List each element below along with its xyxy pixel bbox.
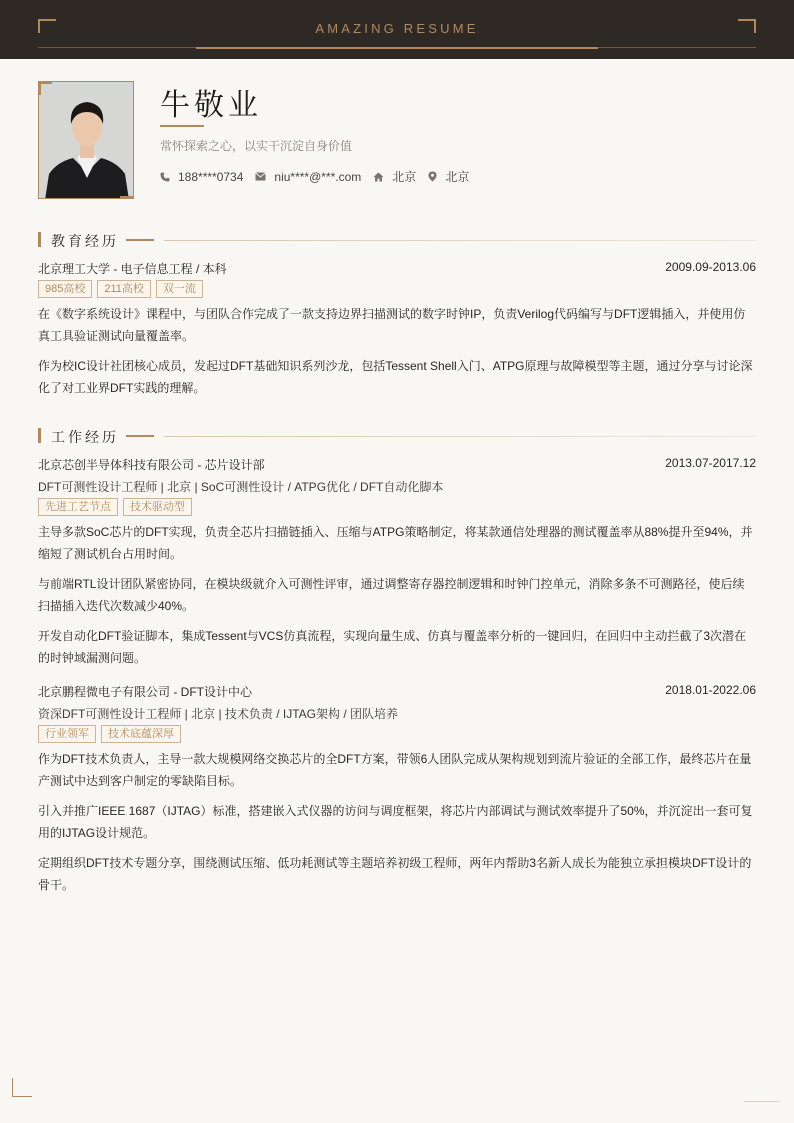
job-tags (38, 498, 197, 516)
header-bar (0, 0, 794, 59)
avatar-bottom-accent (120, 196, 134, 199)
footer-corner-accent (12, 1078, 32, 1097)
section-marker (38, 232, 41, 247)
education-paragraph: 作为校IC设计社团核心成员，发起过DFT基础知识系列沙龙，包括Tessent Shell入门、ATPG原理与故障模型等主题，通过分享与讨论深化了对工业界DFT实践的理解。 (38, 359, 753, 395)
education-entry-header (38, 260, 756, 277)
contact-row (160, 168, 481, 185)
section-education-heading (38, 232, 756, 248)
school-name: 北京理工大学 - 电子信息工程 / 本科 (38, 262, 227, 276)
contact-location (428, 168, 469, 185)
contact-home (373, 168, 416, 185)
job-paragraph: 作为DFT技术负责人，主导一款大规模网络交换芯片的全DFT方案，带领6人团队完成从架构规划到流片验证的全部工作，最终芯片在量产测试中达到客户制定的零缺陷目标。 (38, 752, 752, 788)
home-city: 北京 (392, 170, 417, 184)
tag: 先进工艺节点 (38, 498, 118, 516)
home-icon (373, 172, 384, 182)
name-underline (160, 125, 204, 127)
tag: 行业领军 (38, 725, 96, 743)
job-paragraph: 引入并推广IEEE 1687（IJTAG）标准，搭建嵌入式仪器的访问与调度框架，将芯片内部调试与测试效率提升了50%，并沉淀出一套可复用的IJTAG设计规范。 (38, 804, 753, 840)
job-subtitle: DFT可测性设计工程师 | 北京 | SoC可测性设计 / ATPG优化 / DFT自动化脚本 (38, 480, 444, 494)
job-tags (38, 725, 186, 743)
job-paragraph: 主导多款SoC芯片的DFT实现，负责全芯片扫描链插入、压缩与ATPG策略制定，将某款通信处理器的测试覆盖率从88%提升至94%，并缩短了测试机台占用时间。 (38, 525, 753, 561)
section-title: 工作经历 (51, 429, 119, 445)
phone-icon (160, 172, 170, 182)
avatar-corner-accent (38, 81, 52, 95)
company-name: 北京鹏程微电子有限公司 - DFT设计中心 (38, 685, 252, 699)
motto: 常怀探索之心，以实干沉淀自身价值 (160, 139, 353, 153)
education-paragraph: 在《数字系统设计》课程中，与团队合作完成了一款支持边界扫描测试的数字时钟IP，负责Verilog代码编写与DFT逻辑插入，并使用仿真工具验证测试向量覆盖率。 (38, 307, 746, 343)
location-city: 北京 (445, 170, 470, 184)
section-rule (164, 240, 756, 241)
avatar (38, 81, 134, 199)
job-entry-header (38, 456, 756, 473)
section-rule (164, 436, 756, 437)
email-address: niu****@***.com (274, 169, 362, 184)
contact-email (255, 170, 361, 184)
tag: 双一流 (156, 280, 203, 298)
header-title: AMAZING RESUME (315, 21, 479, 36)
job-paragraph: 定期组织DFT技术专题分享，围绕测试压缩、低功耗测试等主题培养初级工程师，两年内帮助3名新人成长为能独立承担模块DFT设计的骨干。 (38, 856, 752, 892)
section-work-heading (38, 428, 756, 444)
job-date: 2013.07-2017.12 (665, 456, 756, 470)
company-name: 北京芯创半导体科技有限公司 - 芯片设计部 (38, 458, 265, 472)
contact-phone (160, 170, 243, 184)
tag: 技术驱动型 (123, 498, 192, 516)
job-paragraph: 与前端RTL设计团队紧密协同，在模块级就介入可测性评审，通过调整寄存器控制逻辑和时钟门控单元，消除多条不可测路径，使后续扫描插入迭代次数减少40%。 (38, 577, 745, 613)
location-pin-icon (428, 171, 437, 182)
education-date: 2009.09-2013.06 (665, 260, 756, 274)
mail-icon (255, 172, 266, 181)
section-dash (126, 239, 154, 241)
job-paragraph: 开发自动化DFT验证脚本，集成Tessent与VCS仿真流程，实现向量生成、仿真与覆盖率分析的一键回归，在回归中主动拦截了3次潜在的时钟域漏测问题。 (38, 629, 747, 665)
job-entry-header (38, 683, 756, 700)
section-dash (126, 435, 154, 437)
job-date: 2018.01-2022.06 (665, 683, 756, 697)
education-tags (38, 280, 208, 298)
section-title: 教育经历 (51, 233, 119, 249)
section-marker (38, 428, 41, 443)
candidate-name: 牛敬业 (160, 88, 262, 123)
phone-number: 188****0734 (178, 169, 244, 184)
tag: 985高校 (38, 280, 92, 298)
tag: 211高校 (97, 280, 151, 298)
tag: 技术底蕴深厚 (101, 725, 181, 743)
header-accent-line (196, 47, 598, 49)
job-subtitle: 资深DFT可测性设计工程师 | 北京 | 技术负责 / IJTAG架构 / 团队培养 (38, 707, 399, 721)
footer-line (744, 1101, 780, 1102)
